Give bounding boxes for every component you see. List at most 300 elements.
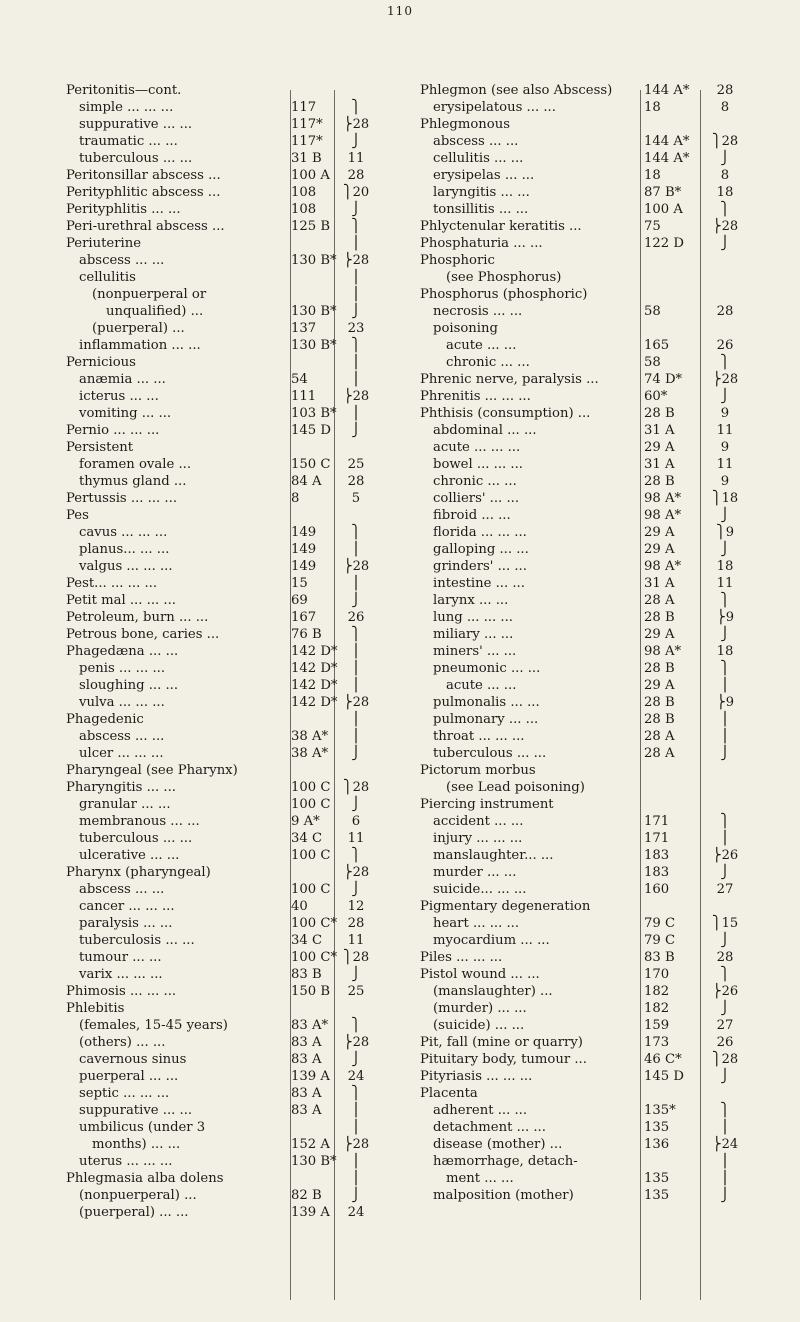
entry-code: 144 A* xyxy=(644,83,690,98)
entry-section: 18 xyxy=(716,559,734,574)
entry-section: ⎫ xyxy=(720,355,730,370)
entry-section: ⎪ xyxy=(351,1120,361,1135)
entry-section: 9 xyxy=(720,406,730,421)
entry-section: ⎭ xyxy=(351,134,361,149)
entry-code: 34 C xyxy=(291,933,323,948)
entry-section: ⎫9 xyxy=(715,525,735,540)
entry-term: Petrous bone, caries ... xyxy=(66,627,220,642)
entry-section: ⎬28 xyxy=(342,559,370,574)
right-index-column xyxy=(420,82,752,1204)
index-entry xyxy=(420,439,752,456)
entry-term: (puerperal) ... xyxy=(92,321,185,336)
entry-term: planus... ... ... xyxy=(79,542,170,557)
index-entry xyxy=(420,660,752,677)
entry-code: 15 xyxy=(291,576,308,591)
entry-term: Phagedæna ... ... xyxy=(66,644,179,659)
entry-term: intestine ... ... xyxy=(433,576,525,591)
index-entry xyxy=(420,1017,752,1034)
index-entry xyxy=(420,609,752,626)
index-entry xyxy=(420,881,752,898)
entry-term: Perityphlitic abscess ... xyxy=(66,185,221,200)
entry-term: months) ... ... xyxy=(92,1137,181,1152)
entry-code: 76 B xyxy=(291,627,322,642)
entry-term: suicide... ... ... xyxy=(433,882,527,897)
entry-code: 98 A* xyxy=(644,644,682,659)
entry-code: 152 A xyxy=(291,1137,330,1152)
entry-code: 79 C xyxy=(644,933,676,948)
entry-section: ⎭ xyxy=(720,1069,730,1084)
entry-code: 111 xyxy=(291,389,317,404)
index-entry xyxy=(66,813,384,830)
entry-section: ⎪ xyxy=(720,729,730,744)
entry-code: 83 A* xyxy=(291,1018,329,1033)
entry-term: (murder) ... ... xyxy=(433,1001,527,1016)
index-entry xyxy=(66,541,384,558)
entry-section: ⎭ xyxy=(720,865,730,880)
entry-section: ⎪ xyxy=(351,372,361,387)
entry-term: Phlegmasia alba dolens xyxy=(66,1171,224,1186)
entry-term: Pharyngeal (see Pharynx) xyxy=(66,763,238,778)
entry-section: ⎭ xyxy=(720,1188,730,1203)
entry-term: traumatic ... ... xyxy=(79,134,178,149)
index-entry xyxy=(66,643,384,660)
entry-term: pneumonic ... ... xyxy=(433,661,541,676)
entry-term: Pityriasis ... ... ... xyxy=(420,1069,533,1084)
entry-section: 27 xyxy=(716,882,734,897)
entry-section: 11 xyxy=(716,423,734,438)
entry-code: 122 D xyxy=(644,236,684,251)
entry-code: 144 A* xyxy=(644,134,690,149)
entry-section: ⎪ xyxy=(351,1103,361,1118)
index-entry xyxy=(420,388,752,405)
entry-code: 100 C xyxy=(291,848,331,863)
entry-section: 28 xyxy=(716,950,734,965)
index-entry xyxy=(420,1102,752,1119)
entry-code: 29 A xyxy=(644,542,675,557)
index-entry xyxy=(66,269,384,286)
index-entry xyxy=(66,405,384,422)
entry-section: ⎫18 xyxy=(711,491,739,506)
index-entry xyxy=(420,150,752,167)
index-entry xyxy=(66,932,384,949)
entry-code: 125 B xyxy=(291,219,331,234)
entry-code: 130 B* xyxy=(291,1154,337,1169)
index-entry xyxy=(66,1017,384,1034)
index-entry xyxy=(66,660,384,677)
entry-code: 100 C* xyxy=(291,916,338,931)
index-entry xyxy=(66,371,384,388)
entry-code: 28 B xyxy=(644,695,675,710)
entry-section: ⎪ xyxy=(351,355,361,370)
entry-section: ⎭ xyxy=(720,1001,730,1016)
entry-code: 38 A* xyxy=(291,746,329,761)
index-entry xyxy=(420,694,752,711)
entry-section: ⎬28 xyxy=(342,695,370,710)
entry-code: 149 xyxy=(291,525,317,540)
entry-term: abscess ... ... xyxy=(433,134,519,149)
entry-term: miliary ... ... xyxy=(433,627,514,642)
entry-section: ⎭ xyxy=(351,423,361,438)
entry-code: 117* xyxy=(291,134,323,149)
entry-section: ⎪ xyxy=(720,1120,730,1135)
entry-term: cavernous sinus xyxy=(79,1052,187,1067)
entry-term: Phosphorus (phosphoric) xyxy=(420,287,588,302)
index-entry xyxy=(66,728,384,745)
index-entry xyxy=(420,864,752,881)
entry-term: tuberculous ... ... xyxy=(79,151,193,166)
entry-section: 11 xyxy=(716,457,734,472)
entry-term: Phrenitis ... ... ... xyxy=(420,389,531,404)
entry-section: 9 xyxy=(720,474,730,489)
entry-code: 29 A xyxy=(644,627,675,642)
entry-code: 31 B xyxy=(291,151,322,166)
index-entry xyxy=(66,524,384,541)
index-entry xyxy=(66,286,384,303)
index-entry xyxy=(66,388,384,405)
index-entry xyxy=(66,847,384,864)
entry-code: 31 A xyxy=(644,457,675,472)
entry-term: umbilicus (under 3 xyxy=(79,1120,206,1135)
entry-section: ⎪ xyxy=(720,678,730,693)
entry-section: ⎭ xyxy=(720,508,730,523)
entry-term: foramen ovale ... xyxy=(79,457,192,472)
entry-code: 83 A xyxy=(291,1052,322,1067)
entry-section: ⎪ xyxy=(351,1171,361,1186)
index-entry xyxy=(420,422,752,439)
index-entry xyxy=(420,898,752,915)
index-entry xyxy=(420,490,752,507)
entry-term: erysipelas ... ... xyxy=(433,168,535,183)
entry-section: ⎬28 xyxy=(342,1137,370,1152)
entry-term: unqualified) ... xyxy=(106,304,204,319)
entry-code: 100 C xyxy=(291,882,331,897)
entry-term: erysipelatous ... ... xyxy=(433,100,556,115)
entry-term: Pernicious xyxy=(66,355,136,370)
index-entry xyxy=(66,116,384,133)
index-entry xyxy=(66,354,384,371)
entry-code: 69 xyxy=(291,593,308,608)
entry-term: septic ... ... ... xyxy=(79,1086,170,1101)
entry-term: cancer ... ... ... xyxy=(79,899,175,914)
index-entry xyxy=(420,1051,752,1068)
entry-section: ⎫ xyxy=(351,1018,361,1033)
index-entry xyxy=(420,473,752,490)
entry-section: ⎭ xyxy=(720,627,730,642)
entry-term: cellulitis ... ... xyxy=(433,151,524,166)
index-entry xyxy=(66,1170,384,1187)
entry-section: ⎭ xyxy=(720,933,730,948)
entry-section: ⎫ xyxy=(351,848,361,863)
entry-term: tuberculous ... ... xyxy=(433,746,547,761)
index-entry xyxy=(66,1034,384,1051)
entry-section: ⎭ xyxy=(351,304,361,319)
entry-code: 28 B xyxy=(644,610,675,625)
entry-term: paralysis ... ... xyxy=(79,916,173,931)
entry-code: 28 A xyxy=(644,593,675,608)
entry-term: Peritonsillar abscess ... xyxy=(66,168,221,183)
index-entry xyxy=(66,320,384,337)
index-entry xyxy=(66,133,384,150)
entry-term: galloping ... ... xyxy=(433,542,529,557)
entry-code: 87 B* xyxy=(644,185,682,200)
entry-section: 26 xyxy=(347,610,365,625)
index-entry xyxy=(66,1102,384,1119)
entry-term: Pernio ... ... ... xyxy=(66,423,160,438)
entry-code: 18 xyxy=(644,100,661,115)
left-index-column xyxy=(66,82,384,1221)
entry-term: vomiting ... ... xyxy=(79,406,172,421)
entry-section: ⎪ xyxy=(720,1154,730,1169)
entry-section: ⎭ xyxy=(351,202,361,217)
entry-section: 8 xyxy=(720,168,730,183)
entry-section: ⎫28 xyxy=(711,1052,739,1067)
entry-term: pulmonalis ... ... xyxy=(433,695,540,710)
entry-code: 40 xyxy=(291,899,308,914)
entry-code: 31 A xyxy=(644,576,675,591)
entry-code: 182 xyxy=(644,1001,670,1016)
entry-term: Pes xyxy=(66,508,89,523)
entry-code: 9 A* xyxy=(291,814,320,829)
entry-code: 149 xyxy=(291,559,317,574)
entry-section: ⎬28 xyxy=(711,219,739,234)
index-entry xyxy=(420,218,752,235)
entry-term: Pistol wound ... ... xyxy=(420,967,540,982)
entry-section: ⎫ xyxy=(720,202,730,217)
index-entry xyxy=(420,1085,752,1102)
entry-term: sloughing ... ... xyxy=(79,678,179,693)
entry-code: 149 xyxy=(291,542,317,557)
entry-term: throat ... ... ... xyxy=(433,729,525,744)
entry-term: miners' ... ... xyxy=(433,644,517,659)
index-entry xyxy=(66,507,384,524)
entry-term: Phlegmon (see also Abscess) xyxy=(420,83,613,98)
entry-code: 28 A xyxy=(644,746,675,761)
entry-section: ⎭ xyxy=(351,1188,361,1203)
entry-code: 28 B xyxy=(644,712,675,727)
index-entry xyxy=(420,201,752,218)
entry-term: detachment ... ... xyxy=(433,1120,546,1135)
index-entry xyxy=(66,949,384,966)
entry-term: disease (mother) ... xyxy=(433,1137,563,1152)
entry-section: 18 xyxy=(716,644,734,659)
entry-term: murder ... ... xyxy=(433,865,517,880)
index-entry xyxy=(420,915,752,932)
index-entry xyxy=(66,983,384,1000)
entry-term: Phlebitis xyxy=(66,1001,125,1016)
index-entry xyxy=(66,1068,384,1085)
index-entry xyxy=(66,1204,384,1221)
entry-code: 38 A* xyxy=(291,729,329,744)
entry-section: ⎪ xyxy=(351,406,361,421)
index-entry xyxy=(66,1153,384,1170)
entry-term: cavus ... ... ... xyxy=(79,525,168,540)
entry-code: 83 A xyxy=(291,1086,322,1101)
entry-section: 28 xyxy=(716,83,734,98)
index-entry xyxy=(420,1153,752,1170)
index-entry xyxy=(66,235,384,252)
entry-term: acute ... ... ... xyxy=(433,440,521,455)
entry-code: 130 B* xyxy=(291,304,337,319)
entry-section: ⎫ xyxy=(351,525,361,540)
entry-term: Pictorum morbus xyxy=(420,763,536,778)
index-entry xyxy=(420,1170,752,1187)
entry-term: (nonpuerperal or xyxy=(92,287,207,302)
entry-code: 145 D xyxy=(291,423,331,438)
index-entry xyxy=(420,82,752,99)
index-entry xyxy=(420,133,752,150)
entry-term: (see Lead poisoning) xyxy=(446,780,585,795)
entry-term: abscess ... ... xyxy=(79,253,165,268)
entry-code: 83 B xyxy=(644,950,675,965)
index-entry xyxy=(420,728,752,745)
entry-code: 135 xyxy=(644,1171,670,1186)
index-entry xyxy=(66,303,384,320)
index-entry xyxy=(420,354,752,371)
index-entry xyxy=(420,592,752,609)
entry-term: Pharyngitis ... ... xyxy=(66,780,176,795)
entry-term: manslaughter... ... xyxy=(433,848,554,863)
index-entry xyxy=(420,507,752,524)
entry-section: ⎭ xyxy=(351,882,361,897)
entry-section: ⎬9 xyxy=(715,695,735,710)
entry-section: ⎫15 xyxy=(711,916,739,931)
entry-code: 135 xyxy=(644,1188,670,1203)
entry-section: ⎪ xyxy=(351,287,361,302)
entry-code: 29 A xyxy=(644,678,675,693)
entry-section: ⎪ xyxy=(351,1154,361,1169)
entry-section: ⎭ xyxy=(720,389,730,404)
entry-term: anæmia ... ... xyxy=(79,372,166,387)
entry-section: 28 xyxy=(347,474,365,489)
index-entry xyxy=(66,1136,384,1153)
entry-term: colliers' ... ... xyxy=(433,491,520,506)
entry-code: 83 A xyxy=(291,1035,322,1050)
entry-code: 173 xyxy=(644,1035,670,1050)
entry-term: Pertussis ... ... ... xyxy=(66,491,178,506)
entry-section: ⎬28 xyxy=(342,1035,370,1050)
entry-term: Petit mal ... ... ... xyxy=(66,593,176,608)
entry-term: heart ... ... ... xyxy=(433,916,520,931)
entry-term: (puerperal) ... ... xyxy=(79,1205,189,1220)
index-entry xyxy=(420,779,752,796)
entry-term: granular ... ... xyxy=(79,797,171,812)
entry-code: 183 xyxy=(644,865,670,880)
entry-code: 28 B xyxy=(644,661,675,676)
entry-section: 5 xyxy=(351,491,361,506)
entry-section: 28 xyxy=(716,304,734,319)
index-entry xyxy=(420,626,752,643)
entry-term: cellulitis xyxy=(79,270,136,285)
entry-section: ⎫ xyxy=(351,219,361,234)
entry-code: 150 B xyxy=(291,984,331,999)
index-entry xyxy=(66,830,384,847)
entry-section: ⎪ xyxy=(351,712,361,727)
entry-section: ⎫28 xyxy=(342,780,370,795)
entry-term: Phagedenic xyxy=(66,712,144,727)
entry-section: ⎭ xyxy=(351,1052,361,1067)
entry-section: ⎪ xyxy=(351,644,361,659)
entry-section: ⎫28 xyxy=(342,950,370,965)
entry-term: tuberculous ... ... xyxy=(79,831,193,846)
index-entry xyxy=(66,184,384,201)
index-entry xyxy=(66,864,384,881)
entry-section: ⎬9 xyxy=(715,610,735,625)
entry-code: 100 A xyxy=(644,202,683,217)
entry-section: 18 xyxy=(716,185,734,200)
entry-term: necrosis ... ... xyxy=(433,304,523,319)
index-entry xyxy=(66,167,384,184)
index-entry xyxy=(420,932,752,949)
index-entry xyxy=(420,813,752,830)
entry-section: 25 xyxy=(347,984,365,999)
index-entry xyxy=(420,235,752,252)
entry-code: 60* xyxy=(644,389,668,404)
index-entry xyxy=(420,1119,752,1136)
entry-code: 144 A* xyxy=(644,151,690,166)
index-entry xyxy=(420,1034,752,1051)
index-entry xyxy=(66,1085,384,1102)
entry-section: ⎫ xyxy=(351,338,361,353)
index-entry xyxy=(66,1187,384,1204)
entry-term: (manslaughter) ... xyxy=(433,984,553,999)
index-entry xyxy=(66,881,384,898)
entry-section: 26 xyxy=(716,1035,734,1050)
index-entry xyxy=(420,371,752,388)
entry-term: chronic ... ... xyxy=(433,474,517,489)
entry-term: hæmorrhage, detach- xyxy=(433,1154,578,1169)
entry-code: 98 A* xyxy=(644,559,682,574)
index-entry xyxy=(66,422,384,439)
entry-section: ⎫28 xyxy=(711,134,739,149)
index-entry xyxy=(420,983,752,1000)
entry-code: 135* xyxy=(644,1103,676,1118)
entry-term: Petroleum, burn ... ... xyxy=(66,610,209,625)
index-entry xyxy=(66,626,384,643)
index-entry xyxy=(420,830,752,847)
entry-section: ⎭ xyxy=(351,797,361,812)
entry-term: icterus ... ... xyxy=(79,389,159,404)
index-entry xyxy=(420,847,752,864)
entry-section: ⎪ xyxy=(351,661,361,676)
entry-section: ⎬24 xyxy=(711,1137,739,1152)
index-entry xyxy=(66,779,384,796)
entry-code: 117* xyxy=(291,117,323,132)
entry-term: Pest... ... ... ... xyxy=(66,576,158,591)
entry-term: Perityphlitis ... ... xyxy=(66,202,181,217)
entry-code: 58 xyxy=(644,304,661,319)
index-entry xyxy=(420,456,752,473)
entry-section: ⎪ xyxy=(351,236,361,251)
index-entry xyxy=(66,677,384,694)
entry-code: 103 B* xyxy=(291,406,337,421)
entry-term: fibroid ... ... xyxy=(433,508,511,523)
index-entry xyxy=(420,269,752,286)
entry-term: uterus ... ... ... xyxy=(79,1154,173,1169)
entry-term: florida ... ... ... xyxy=(433,525,527,540)
page-number: 110 xyxy=(387,4,413,18)
entry-code: 145 D xyxy=(644,1069,684,1084)
entry-code: 130 B* xyxy=(291,253,337,268)
index-entry xyxy=(420,1068,752,1085)
entry-term: ulcerative ... ... xyxy=(79,848,180,863)
index-entry xyxy=(66,456,384,473)
index-entry xyxy=(420,558,752,575)
index-entry xyxy=(66,1051,384,1068)
entry-term: ulcer ... ... ... xyxy=(79,746,164,761)
entry-term: myocardium ... ... xyxy=(433,933,550,948)
entry-code: 142 D* xyxy=(291,661,338,676)
entry-term: suppurative ... ... xyxy=(79,1103,193,1118)
